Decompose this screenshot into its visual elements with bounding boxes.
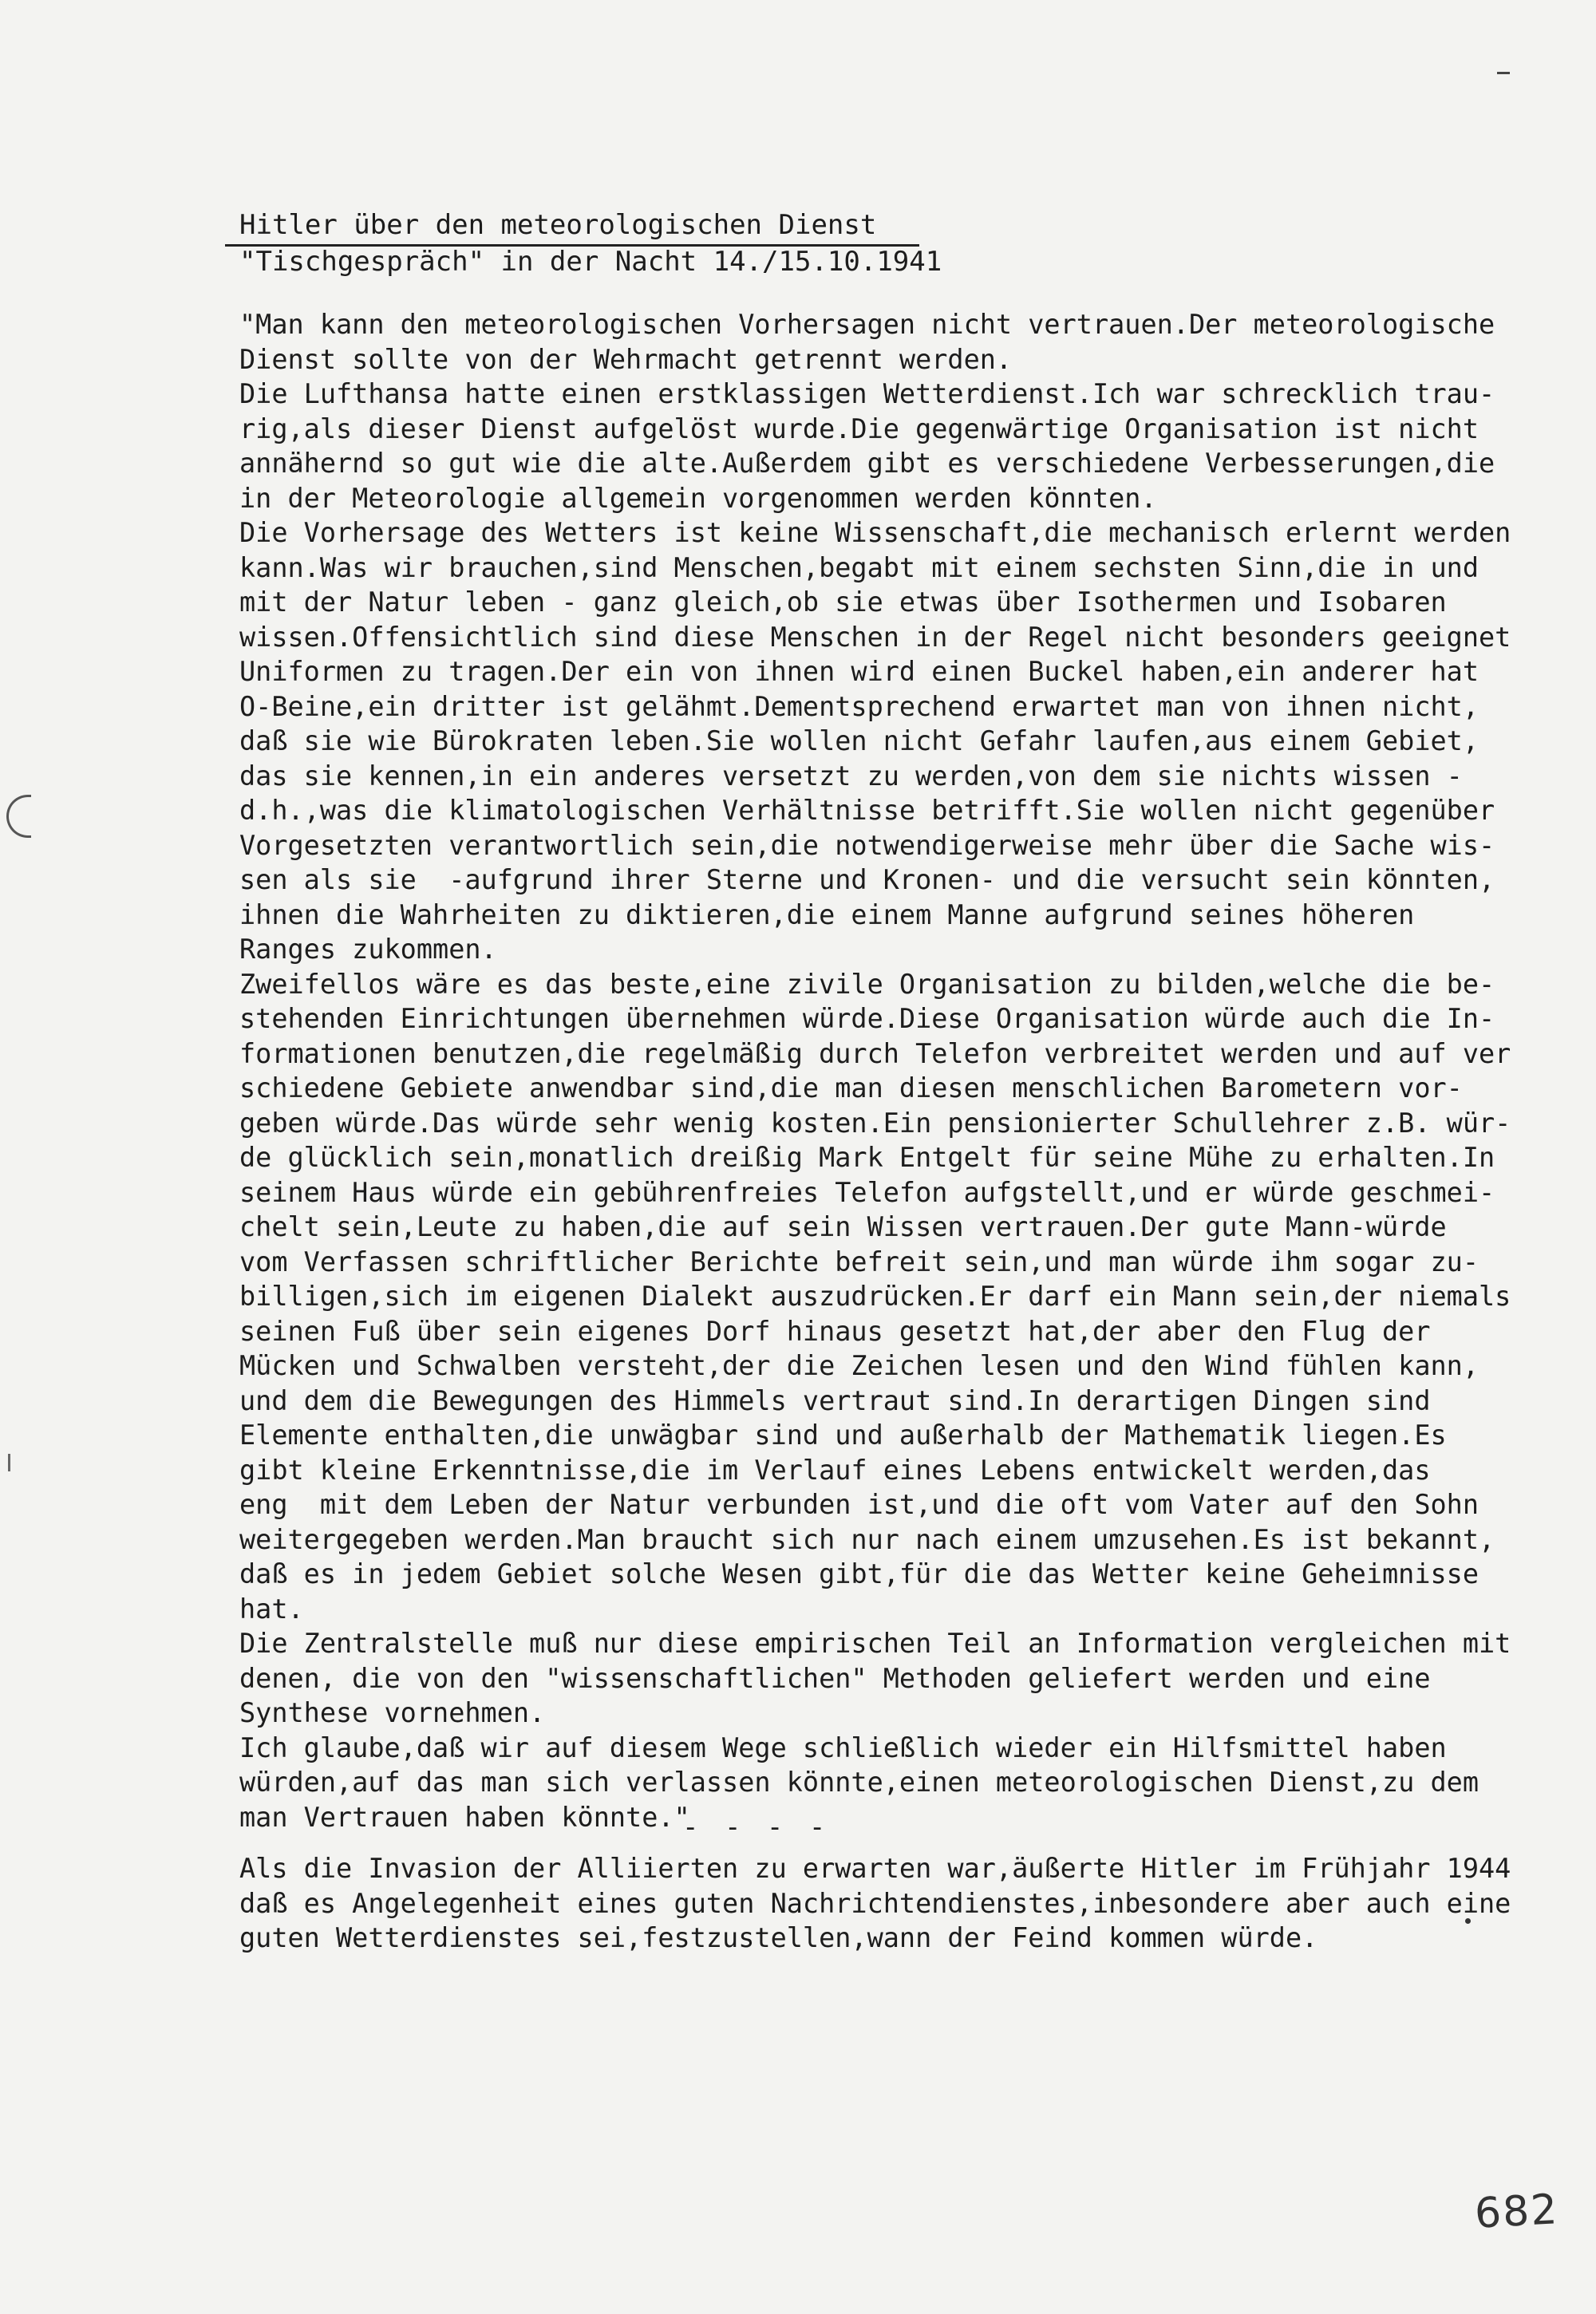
text-line: d.h.,was die klimatologischen Verhältnisse betrifft.Sie wollen nicht gegenüber <box>239 795 1495 826</box>
text-line: Die Vorhersage des Wetters ist keine Wissenschaft,die mechanisch erlernt werden <box>239 517 1511 548</box>
text-line: in der Meteorologie allgemein vorgenommen werden könnten. <box>239 482 1157 514</box>
text-line: rig,als dieser Dienst aufgelöst wurde.Die gegenwärtige Organisation ist nicht <box>239 413 1479 444</box>
text-line: schiedene Gebiete anwendbar sind,die man diesen menschlichen Barometern vor- <box>239 1072 1463 1104</box>
text-line: das sie kennen,in ein anderes versetzt zu werden,von dem sie nichts wissen - <box>239 760 1463 792</box>
text-line: kann.Was wir brauchen,sind Menschen,begabt mit einem sechsten Sinn,die in und <box>239 551 1479 583</box>
stray-mark <box>1497 72 1510 74</box>
text-line: vom Verfassen schriftlicher Berichte befreit sein,und man würde ihm sogar zu- <box>239 1246 1479 1277</box>
text-line: Als die Invasion der Alliierten zu erwarten war,äußerte Hitler im Frühjahr 1944 <box>239 1853 1511 1884</box>
text-line: seinen Fuß über sein eigenes Dorf hinaus gesetzt hat,der aber den Flug der <box>239 1315 1431 1347</box>
punch-hole-mark <box>6 795 31 838</box>
text-line: mit der Natur leben - ganz gleich,ob sie etwas über Isothermen und Isobaren <box>239 586 1447 618</box>
text-line: Elemente enthalten,die unwägbar sind und außerhalb der Mathematik liegen.Es <box>239 1420 1447 1451</box>
text-line: weitergegeben werden.Man braucht sich nur nach einem umzusehen.Es ist bekannt, <box>239 1523 1495 1555</box>
text-line: man Vertrauen haben könnte." <box>239 1801 690 1833</box>
text-line: würden,auf das man sich verlassen könnte,einen meteorologischen Dienst,zu dem <box>239 1767 1479 1798</box>
text-line: stehenden Einrichtungen übernehmen würde.Diese Organisation würde auch die In- <box>239 1003 1495 1034</box>
page-number: 682 <box>1473 2186 1560 2238</box>
text-line: ihnen die Wahrheiten zu diktieren,die einem Manne aufgrund seines höheren <box>239 898 1415 930</box>
text-line: hat. <box>239 1593 304 1625</box>
text-line: Zweifellos wäre es das beste,eine zivile Organisation zu bilden,welche die be- <box>239 968 1495 1000</box>
text-line: gibt kleine Erkenntnisse,die im Verlauf eines Lebens entwickelt werden,das <box>239 1454 1431 1486</box>
text-line: Die Zentralstelle muß nur diese empirischen Teil an Information vergleichen mit <box>239 1628 1511 1659</box>
text-line: seinem Haus würde ein gebührenfreies Telefon aufgstellt,und er würde geschmei- <box>239 1176 1495 1208</box>
text-line: eng mit dem Leben der Natur verbunden ist,und die oft vom Vater auf den Sohn <box>239 1489 1479 1520</box>
text-line: Mücken und Schwalben versteht,der die Zeichen lesen und den Wind fühlen kann, <box>239 1350 1479 1381</box>
document-subtitle: "Tischgespräch" in der Nacht 14./15.10.1941 <box>239 246 942 278</box>
text-line: chelt sein,Leute zu haben,die auf sein Wissen vertrauen.Der gute Mann-würde <box>239 1211 1447 1242</box>
text-line: Ranges zukommen. <box>239 934 497 965</box>
text-line: daß sie wie Bürokraten leben.Sie wollen nicht Gefahr laufen,aus einem Gebiet, <box>239 725 1479 756</box>
text-line: Ich glaube,daß wir auf diesem Wege schließlich wieder ein Hilfsmittel haben <box>239 1732 1447 1763</box>
text-line: Vorgesetzten verantwortlich sein,die notwendigerweise mehr über die Sache wis- <box>239 829 1495 861</box>
text-line: formationen benutzen,die regelmäßig durch Telefon verbreitet werden und auf ver <box>239 1037 1511 1069</box>
stray-mark <box>8 1454 10 1471</box>
document-title: Hitler über den meteorologischen Dienst <box>239 209 877 241</box>
text-line: Synthese vornehmen. <box>239 1697 546 1728</box>
text-line: de glücklich sein,monatlich dreißig Mark Entgelt für seine Mühe zu erhalten.In <box>239 1142 1495 1173</box>
text-line: O-Beine,ein dritter ist gelähmt.Dementsprechend erwartet man von ihnen nicht, <box>239 690 1479 722</box>
text-line: daß es in jedem Gebiet solche Wesen gibt,für die das Wetter keine Geheimnisse <box>239 1558 1479 1589</box>
text-line: denen, die von den "wissenschaftlichen" Methoden geliefert werden und eine <box>239 1662 1431 1694</box>
text-line: sen als sie -aufgrund ihrer Sterne und Kronen- und die versucht sein könnten, <box>239 864 1495 895</box>
text-line: daß es Angelegenheit eines guten Nachrichtendienstes,inbesondere aber auch eine <box>239 1887 1511 1919</box>
quote-body <box>239 307 1588 1834</box>
closing-paragraph <box>239 1851 1588 1956</box>
text-line: Dienst sollte von der Wehrmacht getrennt werden. <box>239 343 1013 375</box>
text-line: Uniformen zu tragen.Der ein von ihnen wird einen Buckel haben,ein anderer hat <box>239 656 1479 687</box>
text-line: "Man kann den meteorologischen Vorhersagen nicht vertrauen.Der meteorologische <box>239 309 1495 340</box>
text-line: wissen.Offensichtlich sind diese Menschen in der Regel nicht besonders geeignet <box>239 621 1511 653</box>
text-line: billigen,sich im eigenen Dialekt auszudrücken.Er darf ein Mann sein,der niemals <box>239 1281 1511 1312</box>
section-separator: - - - - <box>682 1811 831 1843</box>
text-line: und dem die Bewegungen des Himmels vertraut sind.In derartigen Dingen sind <box>239 1384 1431 1416</box>
text-line: geben würde.Das würde sehr wenig kosten.Ein pensionierter Schullehrer z.B. wür- <box>239 1107 1511 1139</box>
text-line: Die Lufthansa hatte einen erstklassigen Wetterdienst.Ich war schrecklich trau- <box>239 378 1495 409</box>
text-line: guten Wetterdienstes sei,festzustellen,wann der Feind kommen würde. <box>239 1922 1318 1953</box>
text-line: annähernd so gut wie die alte.Außerdem gibt es verschiedene Verbesserungen,die <box>239 448 1495 479</box>
